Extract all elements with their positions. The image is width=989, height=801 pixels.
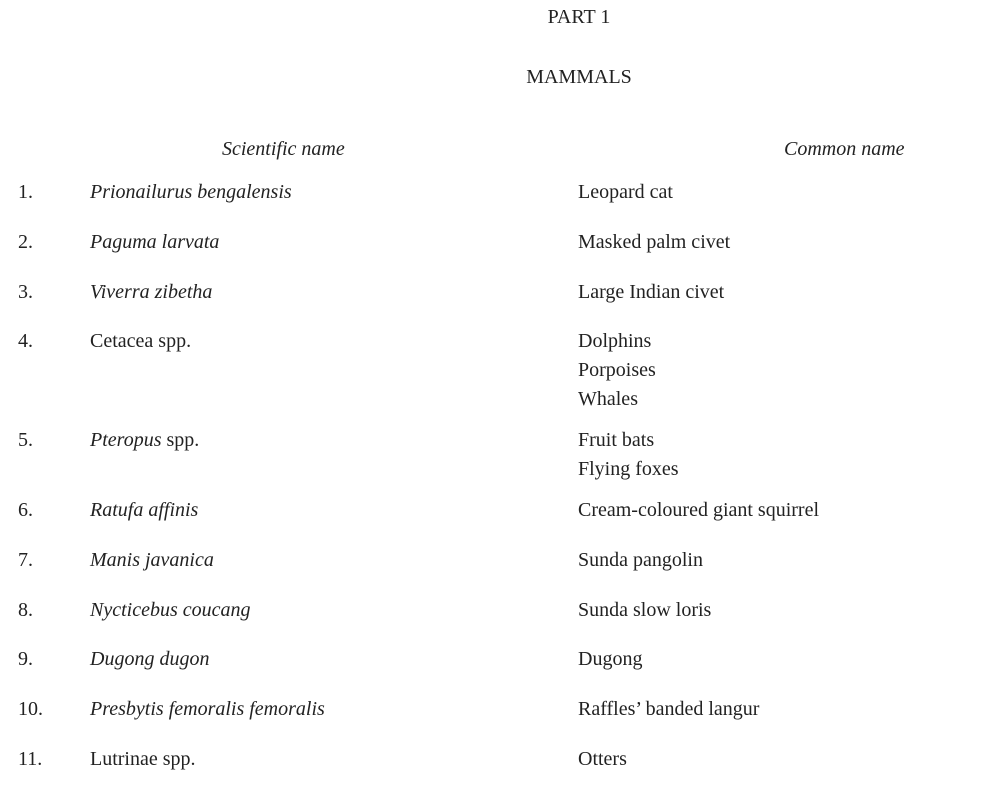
item-number: 7. — [18, 549, 33, 571]
common-name — [578, 496, 819, 525]
item-number: 9. — [18, 648, 33, 670]
common-name-line: Large Indian civet — [578, 281, 725, 303]
scientific-name-plain: Lutrinae spp. — [90, 748, 196, 770]
scientific-name — [90, 278, 212, 307]
common-name-line: Fruit bats — [578, 429, 655, 451]
scientific-name — [90, 695, 325, 724]
part-title: PART 1 — [547, 6, 611, 28]
common-name — [578, 695, 759, 724]
scientific-name-plain: spp. — [161, 429, 200, 451]
common-name — [578, 327, 656, 414]
common-name — [578, 645, 642, 674]
common-name-line: Porpoises — [578, 359, 656, 381]
scientific-name-italic: Presbytis femoralis femoralis — [90, 698, 325, 720]
scientific-name — [90, 228, 219, 257]
item-number: 6. — [18, 499, 33, 521]
scientific-name-italic: Dugong dugon — [90, 648, 210, 670]
scientific-name-italic: Nycticebus coucang — [90, 599, 251, 621]
item-number: 4. — [18, 330, 33, 352]
scientific-name-header: Scientific name — [222, 138, 345, 160]
common-name-line: Sunda slow loris — [578, 599, 712, 621]
item-number: 10. — [18, 698, 43, 720]
common-name — [578, 278, 724, 307]
common-name-line: Otters — [578, 748, 627, 770]
scientific-name-plain: Cetacea spp. — [90, 330, 192, 352]
common-name — [578, 228, 730, 257]
scientific-name-italic: Pteropus — [90, 429, 162, 451]
scientific-name — [90, 426, 199, 455]
scientific-name — [90, 745, 196, 774]
common-name — [578, 178, 673, 207]
common-name-line: Masked palm civet — [578, 231, 731, 253]
scientific-name-italic: Manis javanica — [90, 549, 214, 571]
section-title: MAMMALS — [526, 66, 632, 88]
common-name-line: Dugong — [578, 648, 643, 670]
scientific-name-italic: Prionailurus bengalensis — [90, 181, 292, 203]
scientific-name — [90, 327, 191, 356]
scientific-name — [90, 496, 198, 525]
item-number: 3. — [18, 281, 33, 303]
common-name — [578, 546, 703, 575]
scientific-name-italic: Paguma larvata — [90, 231, 220, 253]
common-name — [578, 426, 679, 484]
item-number: 8. — [18, 599, 33, 621]
scientific-name — [90, 596, 251, 625]
scientific-name — [90, 546, 214, 575]
item-number: 5. — [18, 429, 33, 451]
scientific-name-italic: Viverra zibetha — [90, 281, 213, 303]
common-name-line: Whales — [578, 388, 638, 410]
common-name-line: Leopard cat — [578, 181, 673, 203]
common-name-line: Dolphins — [578, 330, 652, 352]
item-number: 11. — [18, 748, 43, 770]
scientific-name — [90, 645, 209, 674]
item-number: 1. — [18, 181, 33, 203]
item-number: 2. — [18, 231, 33, 253]
common-name-line: Raffles’ banded langur — [578, 698, 760, 720]
scientific-name-italic: Ratufa affinis — [90, 499, 199, 521]
scientific-name — [90, 178, 292, 207]
common-name-line: Flying foxes — [578, 458, 679, 480]
common-name — [578, 596, 711, 625]
common-name-header: Common name — [784, 138, 905, 160]
common-name-line: Sunda pangolin — [578, 549, 703, 571]
common-name — [578, 745, 627, 774]
common-name-line: Cream-coloured giant squirrel — [578, 499, 820, 521]
